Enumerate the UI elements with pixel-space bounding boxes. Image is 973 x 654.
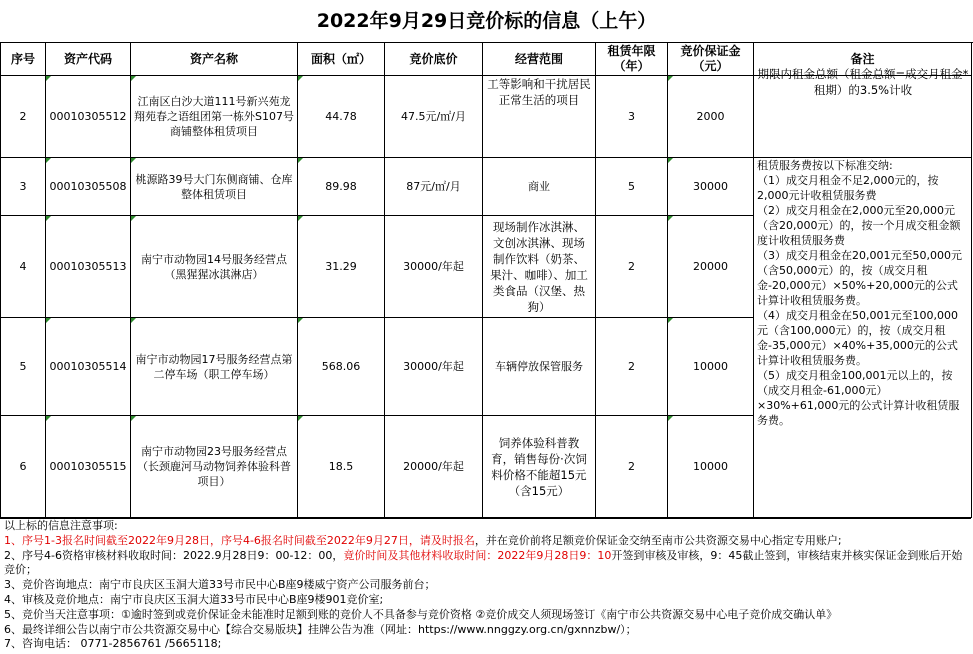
note-2 [0,549,971,579]
comment-marker [46,318,51,323]
header-term: 租赁年限（年） [596,43,668,76]
cell-code[interactable] [46,76,131,158]
cell-area-text: 44.78 [325,110,357,123]
header-code: 资产代码 [46,43,131,76]
comment-marker [668,416,673,421]
header-seq: 序号 [1,43,46,76]
comment-marker [46,76,51,81]
cell-deposit-text: 2000 [696,110,725,123]
cell-price[interactable]: 87元/㎡/月 [385,158,483,216]
cell-seq[interactable]: 6 [1,416,46,518]
cell-area-text: 568.06 [321,360,361,373]
note-2-red: 竟价时间及其他材料收取时间：2022年9月28日9：10 [343,548,612,562]
cell-deposit[interactable] [668,216,754,318]
cell-area[interactable] [298,158,385,216]
note-7: 7、咨询电话： 0771-2856761 /5665118; [4,637,222,651]
cell-term[interactable]: 2 [596,318,668,416]
comment-marker [298,216,303,221]
cell-price[interactable]: 20000/年起 [385,416,483,518]
comment-marker [668,76,673,81]
page-title: 2022年9月29日竞价标的信息（上午） [0,0,973,43]
cell-seq[interactable]: 3 [1,158,46,216]
header-name: 资产名称 [131,43,298,76]
note-6: 6、最终详细公告以南宁市公共资源交易中心【综合交易版块】挂牌公告为准（网址：https://www.nnggzy.org.cn/gxnnzbw/）； [4,622,637,636]
cell-area[interactable] [298,76,385,158]
comment-marker [298,318,303,323]
comment-marker [46,216,51,221]
comment-marker [131,416,136,421]
cell-term[interactable]: 2 [596,216,668,318]
header-price: 竞价底价 [385,43,483,76]
cell-name-text: 南宁市动物园14号服务经营点（黑猩猩冰淇淋店） [141,252,287,281]
cell-seq[interactable]: 5 [1,318,46,416]
notes-section[interactable] [0,518,971,654]
cell-term[interactable]: 2 [596,416,668,518]
cell-price[interactable]: 30000/年起 [385,216,483,318]
header-scope: 经营范围 [483,43,596,76]
cell-deposit[interactable] [668,318,754,416]
cell-code-text: 00010305515 [49,460,127,473]
cell-name-text: 桃源路39号大门东侧商铺、仓库整体租赁项目 [135,172,293,201]
comment-marker [298,76,303,81]
cell-term[interactable]: 5 [596,158,668,216]
table-row [1,76,972,158]
cell-scope[interactable]: 饲养体验科普教育，销售每份·次饲料价格不能超15元（含15元） [483,416,596,518]
comment-marker [131,318,136,323]
cell-deposit-text: 30000 [693,180,728,193]
cell-remark-text: 期限内租金总额（租金总额=成交月租金*租期）的3.5%计收 [757,67,969,97]
cell-deposit-text: 10000 [693,360,728,373]
cell-seq[interactable]: 2 [1,76,46,158]
cell-code[interactable] [46,416,131,518]
comment-marker [46,416,51,421]
comment-marker [668,216,673,221]
note-1 [0,534,971,549]
cell-area[interactable] [298,318,385,416]
auction-table [0,42,972,518]
cell-deposit[interactable] [668,76,754,158]
cell-seq[interactable]: 4 [1,216,46,318]
cell-price[interactable]: 30000/年起 [385,318,483,416]
cell-name[interactable] [131,416,298,518]
cell-term[interactable]: 3 [596,76,668,158]
comment-marker [298,416,303,421]
cell-code[interactable] [46,318,131,416]
cell-code-text: 00010305514 [49,360,127,373]
cell-code-text: 00010305513 [49,260,127,273]
header-remark: 备注 [754,43,972,76]
comment-marker [46,158,51,163]
header-area: 面积（㎡） [298,43,385,76]
cell-name-text: 南宁市动物园23号服务经营点（长颈鹿河马动物饲养体验科普项目） [137,445,291,488]
cell-remark[interactable] [754,67,972,158]
notes-header: 以上标的信息注意事项: [4,519,118,532]
note-1-rest: ，并在竞价前将足额竞价保证金交纳至南市公共资源交易中心指定专用账户; [474,533,842,547]
cell-name[interactable] [131,216,298,318]
comment-marker [131,216,136,221]
cell-code[interactable] [46,158,131,216]
note-2-b: 开签到审核及审核，9：45截止签到，审核结束并核实保证金到账后开始竞价； [4,548,963,577]
cell-code-text: 00010305508 [49,180,127,193]
cell-scope[interactable]: 现场制作冰淇淋、文创冰淇淋、现场制作饮料（奶茶、果汁、咖啡）、加工类食品（汉堡、热狗） [483,216,596,318]
cell-area[interactable] [298,416,385,518]
note-2-a: 2、序号4-6资格审核材料收取时间：2022.9月28日9：00-12：00， [4,548,344,562]
cell-deposit-text: 20000 [693,260,728,273]
cell-scope-text: 工等影响和干扰居民正常生活的项目 [487,77,591,107]
cell-code[interactable] [46,216,131,318]
comment-marker [131,158,136,163]
cell-scope[interactable] [483,76,596,158]
cell-remark-shared[interactable]: 租赁服务费按以下标准交纳: （1）成交月租金不足2,000元的，按2,000元计收租赁服务费 （2）成交月租金在2,000元至20,000元（含20,000元）的，按一个月成交租金额度计收租赁服务费 （3）成交月租金在20,001元至50,000元（含50,000元）的，按（成交月租金-20,000元）×50%+20,000元的公式计算计收租赁服务费。 （4）成交月租金在50,001元至100,000元（含100,000元）的，按（成交月租金-35,000元）×40%+35,000元的公式计算计收租赁服务费。 （5）成交月租金100,001元以上的，按（成交月租金-61,000元）×30%+61,000元的公式计算计收租赁服务费。 [754,158,972,518]
cell-name[interactable] [131,158,298,216]
cell-price[interactable]: 47.5元/㎡/月 [385,76,483,158]
cell-area-text: 18.5 [328,460,354,473]
note-3: 3、竞价咨询地点：南宁市良庆区玉洞大道33号市民中心B座9楼威宁资产公司服务前台； [4,578,436,592]
cell-area-text: 31.29 [325,260,357,273]
cell-area-text: 89.98 [325,180,357,193]
comment-marker [668,158,673,163]
cell-scope[interactable]: 商业 [483,158,596,216]
cell-deposit[interactable] [668,158,754,216]
table-row [1,158,972,216]
header-deposit: 竞价保证金（元） [668,43,754,76]
comment-marker [298,158,303,163]
cell-scope[interactable]: 车辆停放保管服务 [483,318,596,416]
cell-area[interactable] [298,216,385,318]
note-4: 4、审核及竞价地点：南宁市良庆区玉洞大道33号市民中心B座9楼901竞价室; [4,592,384,606]
note-5: 5、竞价当天注意事项：①逾时签到或竞价保证金未能准时足额到账的竞价人不具备参与竞价资格 ②竞价成交人须现场签订《南宁市公共资源交易中心电子竞价成交确认单》 [4,607,838,621]
cell-name[interactable] [131,76,298,158]
cell-name-text: 南宁市动物园17号服务经营点第二停车场（职工停车场） [135,352,293,381]
comment-marker [668,318,673,323]
cell-code-text: 00010305512 [49,110,127,123]
cell-deposit[interactable] [668,416,754,518]
cell-name[interactable] [131,318,298,416]
cell-name-text: 江南区白沙大道111号新兴苑龙翔苑春之语组团第一栋外S107号商铺整体租赁项目 [134,95,294,138]
cell-deposit-text: 10000 [693,460,728,473]
note-1-red: 1、序号1-3报名时间截至2022年9月28日，序号4-6报名时间截至2022年9月27日，请及时报名 [4,533,475,547]
comment-marker [131,76,136,81]
